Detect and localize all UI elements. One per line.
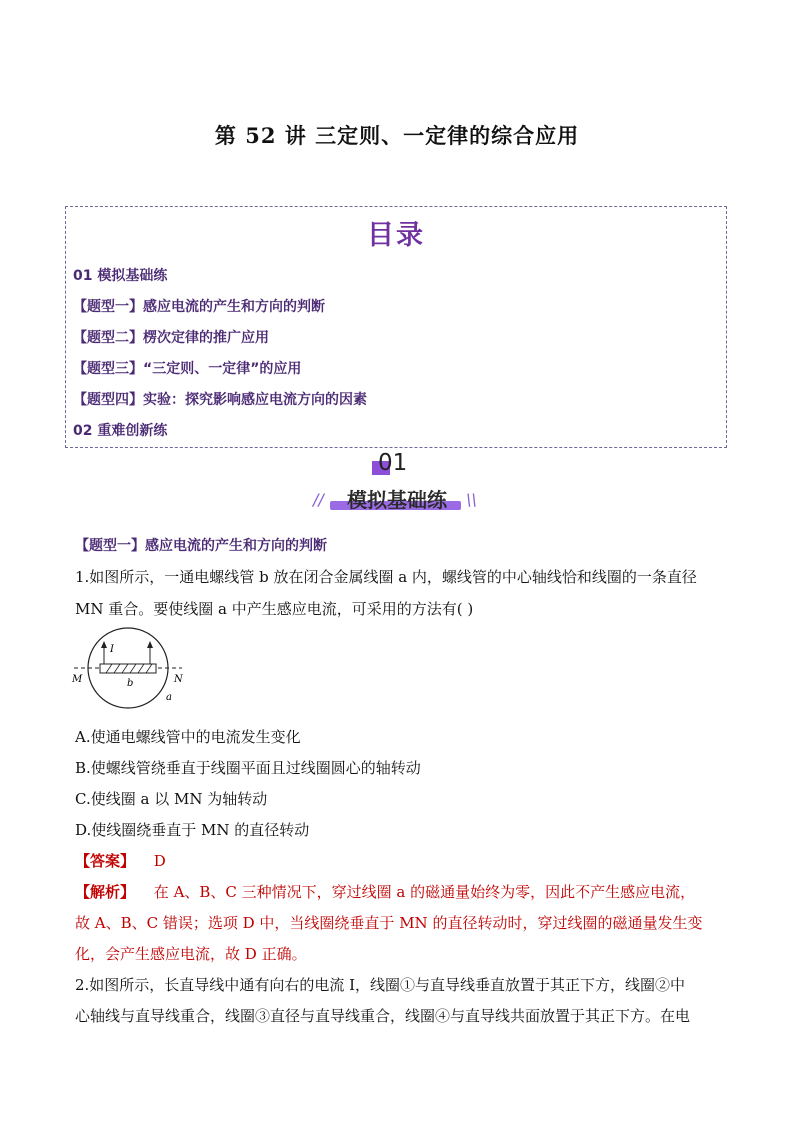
- answer-value: D: [153, 852, 166, 870]
- analysis-text-1: 在 A、B、C 三种情况下，穿过线圈 a 的磁通量始终为零，因此不产生感应电流，: [153, 883, 696, 901]
- q1-option-b: B.使螺线管绕垂直于线圈平面且过线圈圆心的轴转动: [75, 759, 421, 777]
- q1-option-a: A.使通电螺线管中的电流发生变化: [75, 728, 301, 746]
- toc-item-type-2[interactable]: 【题型二】楞次定律的推广应用: [73, 330, 269, 346]
- toc-item-type-3[interactable]: 【题型三】“三定则、一定律”的应用: [73, 361, 302, 377]
- figure-label-current: I: [110, 644, 114, 655]
- figure-label-a: a: [166, 692, 172, 703]
- figure-label-m: M: [72, 674, 83, 685]
- q2-stem-line-1: 2.如图所示，长直导线中通有向右的电流 I，线圈①与直导线垂直放置于其正下方，线圈②中: [75, 976, 686, 994]
- q1-stem-line-2: MN 重合。要使线圈 a 中产生感应电流，可采用的方法有( ): [75, 600, 474, 618]
- q1-answer-row: [75, 850, 166, 871]
- answer-label: 【答案】: [75, 852, 136, 870]
- q1-stem-line-1: 1.如图所示，一通电螺线管 b 放在闭合金属线圈 a 内，螺线管的中心轴线恰和线圈的一条直径: [75, 568, 697, 586]
- toc-item-section-02[interactable]: 02 重难创新练: [73, 423, 168, 439]
- q1-analysis-line-2: 故 A、B、C 错误；选项 D 中，当线圈绕垂直于 MN 的直径转动时，穿过线圈的磁通量发生变: [75, 914, 703, 932]
- figure-label-n: N: [174, 674, 183, 685]
- analysis-label: 【解析】: [75, 883, 136, 901]
- section-number: 01: [378, 450, 408, 476]
- figure-label-b: b: [127, 678, 134, 689]
- q1-analysis-line-1: [75, 881, 695, 902]
- section-banner-title: 模拟基础练: [347, 488, 447, 512]
- q1-coil-solenoid-figure: [70, 624, 186, 712]
- table-of-contents: [65, 206, 727, 448]
- q2-stem-line-2: 心轴线与直导线重合，线圈③直径与直导线重合，线圈④与直导线共面放置于其正下方。在电: [75, 1007, 691, 1025]
- page-title: 第 52 讲 三定则、一定律的综合应用: [214, 123, 580, 148]
- toc-heading: 目录: [367, 220, 425, 251]
- banner-right-decoration: \\: [466, 490, 477, 509]
- q1-analysis-line-3: 化，会产生感应电流，故 D 正确。: [75, 945, 307, 963]
- q1-option-d: D.使线圈绕垂直于 MN 的直径转动: [75, 821, 310, 839]
- q1-option-c: C.使线圈 a 以 MN 为轴转动: [75, 790, 268, 808]
- toc-item-section-01[interactable]: 01 模拟基础练: [73, 268, 168, 284]
- question-type-heading: 【题型一】感应电流的产生和方向的判断: [75, 538, 327, 554]
- banner-left-decoration: //: [313, 490, 324, 509]
- toc-item-type-4[interactable]: 【题型四】实验：探究影响感应电流方向的因素: [73, 392, 367, 408]
- toc-item-type-1[interactable]: 【题型一】感应电流的产生和方向的判断: [73, 299, 325, 315]
